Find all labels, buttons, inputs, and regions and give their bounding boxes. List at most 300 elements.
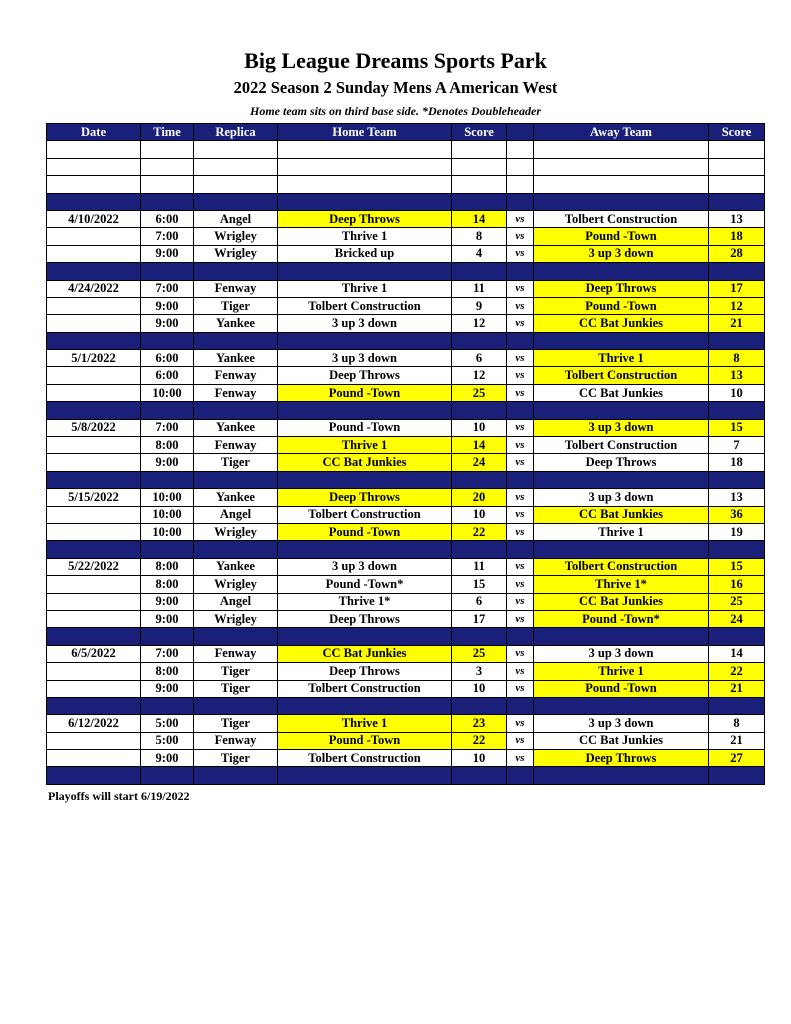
separator-cell <box>507 628 534 645</box>
separator-cell <box>452 193 507 210</box>
table-row <box>47 506 765 523</box>
home-team-cell: Tolbert Construction <box>278 680 452 697</box>
vs-cell: vs <box>507 210 534 227</box>
time-cell: 6:00 <box>141 367 194 384</box>
vs-cell: vs <box>507 506 534 523</box>
separator-cell <box>194 697 278 714</box>
away-score-cell: 18 <box>709 454 765 471</box>
vs-cell: vs <box>507 610 534 627</box>
date-cell <box>47 245 141 262</box>
home-score-cell: 11 <box>452 280 507 297</box>
time-cell: 7:00 <box>141 645 194 662</box>
home-team-cell: Deep Throws <box>278 663 452 680</box>
separator-cell <box>278 628 452 645</box>
away-team-cell: 3 up 3 down <box>534 715 709 732</box>
separator-cell <box>507 402 534 419</box>
field-cell: Angel <box>194 593 278 610</box>
home-team-cell: Deep Throws <box>278 489 452 506</box>
vs-cell: vs <box>507 384 534 401</box>
page-subtitle: 2022 Season 2 Sunday Mens A American West <box>233 78 558 97</box>
home-score-cell: 10 <box>452 680 507 697</box>
separator-cell <box>278 263 452 280</box>
table-row <box>47 645 765 662</box>
away-team-cell: 3 up 3 down <box>534 489 709 506</box>
page-title: Big League Dreams Sports Park <box>244 48 547 73</box>
home-score-cell: 10 <box>452 506 507 523</box>
away-team-cell: Thrive 1 <box>534 523 709 540</box>
vs-cell: vs <box>507 350 534 367</box>
table-row <box>47 680 765 697</box>
home-team-cell: Thrive 1 <box>278 437 452 454</box>
header-time: Time <box>141 124 194 141</box>
home-team-cell: 3 up 3 down <box>278 558 452 575</box>
blank-cell <box>141 158 194 175</box>
time-cell: 9:00 <box>141 750 194 767</box>
home-team-cell: CC Bat Junkies <box>278 454 452 471</box>
field-cell: Yankee <box>194 419 278 436</box>
blank-cell <box>194 176 278 193</box>
home-score-cell: 6 <box>452 593 507 610</box>
separator-cell <box>709 402 765 419</box>
schedule-note: Home team sits on third base side. *Denotes Doubleheader <box>250 104 541 118</box>
away-score-cell: 17 <box>709 280 765 297</box>
header-away-score: Score <box>709 124 765 141</box>
time-cell: 9:00 <box>141 680 194 697</box>
separator-cell <box>278 471 452 488</box>
away-score-cell: 8 <box>709 715 765 732</box>
home-team-cell: Tolbert Construction <box>278 750 452 767</box>
time-cell: 7:00 <box>141 419 194 436</box>
field-cell: Fenway <box>194 437 278 454</box>
home-team-cell: Bricked up <box>278 245 452 262</box>
blank-cell <box>194 158 278 175</box>
time-cell: 10:00 <box>141 384 194 401</box>
table-row <box>47 610 765 627</box>
separator-cell <box>194 402 278 419</box>
schedule-table <box>46 123 765 785</box>
separator-cell <box>47 263 141 280</box>
separator-cell <box>452 541 507 558</box>
vs-cell: vs <box>507 680 534 697</box>
separator-cell <box>194 767 278 784</box>
time-cell: 9:00 <box>141 610 194 627</box>
away-score-cell: 13 <box>709 489 765 506</box>
header-vs <box>507 124 534 141</box>
time-cell: 7:00 <box>141 228 194 245</box>
blank-cell <box>278 158 452 175</box>
separator-cell <box>534 402 709 419</box>
table-row <box>47 523 765 540</box>
separator-cell <box>709 332 765 349</box>
blank-cell <box>507 141 534 158</box>
table-row <box>47 297 765 314</box>
away-team-cell: 3 up 3 down <box>534 419 709 436</box>
header-date: Date <box>47 124 141 141</box>
home-score-cell: 3 <box>452 663 507 680</box>
separator-cell <box>709 263 765 280</box>
away-team-cell: CC Bat Junkies <box>534 506 709 523</box>
field-cell: Wrigley <box>194 245 278 262</box>
time-cell: 9:00 <box>141 315 194 332</box>
blank-cell <box>452 176 507 193</box>
away-team-cell: Tolbert Construction <box>534 367 709 384</box>
time-cell: 5:00 <box>141 715 194 732</box>
table-row <box>47 437 765 454</box>
vs-cell: vs <box>507 437 534 454</box>
blank-cell <box>141 141 194 158</box>
away-team-cell: Pound -Town <box>534 228 709 245</box>
date-cell: 5/15/2022 <box>47 489 141 506</box>
blank-cell <box>47 141 141 158</box>
separator-cell <box>709 767 765 784</box>
away-score-cell: 28 <box>709 245 765 262</box>
time-cell: 9:00 <box>141 454 194 471</box>
table-row <box>47 663 765 680</box>
date-cell <box>47 663 141 680</box>
table-row <box>47 593 765 610</box>
separator-cell <box>141 697 194 714</box>
home-score-cell: 12 <box>452 315 507 332</box>
date-cell: 5/22/2022 <box>47 558 141 575</box>
blank-cell <box>709 176 765 193</box>
vs-cell: vs <box>507 419 534 436</box>
field-cell: Tiger <box>194 750 278 767</box>
separator-cell <box>709 541 765 558</box>
vs-cell: vs <box>507 576 534 593</box>
vs-cell: vs <box>507 367 534 384</box>
table-row <box>47 419 765 436</box>
home-score-cell: 17 <box>452 610 507 627</box>
blank-cell <box>507 158 534 175</box>
separator-cell <box>709 193 765 210</box>
date-cell <box>47 576 141 593</box>
separator-cell <box>141 193 194 210</box>
blank-row <box>47 158 765 175</box>
separator-cell <box>452 402 507 419</box>
table-row <box>47 558 765 575</box>
separator-cell <box>534 628 709 645</box>
time-cell: 8:00 <box>141 437 194 454</box>
blank-row <box>47 176 765 193</box>
separator-cell <box>47 541 141 558</box>
date-cell <box>47 593 141 610</box>
separator-cell <box>507 541 534 558</box>
home-score-cell: 14 <box>452 210 507 227</box>
home-score-cell: 10 <box>452 419 507 436</box>
separator-cell <box>452 767 507 784</box>
home-score-cell: 15 <box>452 576 507 593</box>
blank-cell <box>141 176 194 193</box>
date-cell: 6/5/2022 <box>47 645 141 662</box>
date-cell <box>47 367 141 384</box>
field-cell: Tiger <box>194 715 278 732</box>
separator-cell <box>709 471 765 488</box>
home-team-cell: Thrive 1 <box>278 715 452 732</box>
away-team-cell: Thrive 1* <box>534 576 709 593</box>
separator-row <box>47 332 765 349</box>
away-score-cell: 24 <box>709 610 765 627</box>
time-cell: 5:00 <box>141 732 194 749</box>
field-cell: Wrigley <box>194 523 278 540</box>
table-row <box>47 489 765 506</box>
vs-cell: vs <box>507 245 534 262</box>
vs-cell: vs <box>507 663 534 680</box>
blank-cell <box>194 141 278 158</box>
separator-cell <box>141 402 194 419</box>
vs-cell: vs <box>507 558 534 575</box>
home-team-cell: Tolbert Construction <box>278 506 452 523</box>
header-replica: Replica <box>194 124 278 141</box>
blank-cell <box>507 176 534 193</box>
table-row <box>47 315 765 332</box>
home-team-cell: 3 up 3 down <box>278 315 452 332</box>
away-team-cell: Deep Throws <box>534 454 709 471</box>
away-team-cell: Deep Throws <box>534 280 709 297</box>
separator-cell <box>141 541 194 558</box>
separator-cell <box>194 628 278 645</box>
separator-row <box>47 697 765 714</box>
away-team-cell: 3 up 3 down <box>534 245 709 262</box>
separator-cell <box>534 332 709 349</box>
home-score-cell: 12 <box>452 367 507 384</box>
blank-cell <box>47 176 141 193</box>
date-cell <box>47 454 141 471</box>
separator-cell <box>47 193 141 210</box>
table-row <box>47 750 765 767</box>
separator-cell <box>507 471 534 488</box>
separator-cell <box>141 471 194 488</box>
time-cell: 8:00 <box>141 663 194 680</box>
separator-cell <box>47 697 141 714</box>
away-team-cell: Pound -Town* <box>534 610 709 627</box>
away-team-cell: Thrive 1 <box>534 663 709 680</box>
separator-cell <box>194 263 278 280</box>
separator-cell <box>278 767 452 784</box>
home-score-cell: 24 <box>452 454 507 471</box>
separator-cell <box>452 628 507 645</box>
separator-cell <box>278 402 452 419</box>
away-score-cell: 12 <box>709 297 765 314</box>
date-cell: 4/10/2022 <box>47 210 141 227</box>
table-header-row <box>47 124 765 141</box>
table-row <box>47 732 765 749</box>
separator-cell <box>47 332 141 349</box>
separator-cell <box>534 471 709 488</box>
field-cell: Yankee <box>194 315 278 332</box>
away-score-cell: 16 <box>709 576 765 593</box>
field-cell: Yankee <box>194 558 278 575</box>
home-score-cell: 14 <box>452 437 507 454</box>
separator-cell <box>278 697 452 714</box>
away-score-cell: 18 <box>709 228 765 245</box>
field-cell: Yankee <box>194 350 278 367</box>
date-cell <box>47 523 141 540</box>
schedule-body <box>47 141 765 784</box>
table-row <box>47 210 765 227</box>
blank-cell <box>47 158 141 175</box>
separator-row <box>47 541 765 558</box>
time-cell: 8:00 <box>141 576 194 593</box>
away-score-cell: 15 <box>709 558 765 575</box>
separator-cell <box>141 767 194 784</box>
table-row <box>47 280 765 297</box>
blank-cell <box>278 176 452 193</box>
table-row <box>47 454 765 471</box>
time-cell: 9:00 <box>141 593 194 610</box>
field-cell: Yankee <box>194 489 278 506</box>
blank-cell <box>534 141 709 158</box>
home-team-cell: Pound -Town <box>278 384 452 401</box>
table-row <box>47 576 765 593</box>
separator-cell <box>507 193 534 210</box>
separator-cell <box>194 541 278 558</box>
separator-cell <box>709 697 765 714</box>
separator-cell <box>452 332 507 349</box>
separator-row <box>47 402 765 419</box>
away-team-cell: Tolbert Construction <box>534 437 709 454</box>
separator-cell <box>452 697 507 714</box>
time-cell: 10:00 <box>141 506 194 523</box>
blank-row <box>47 141 765 158</box>
home-team-cell: Deep Throws <box>278 367 452 384</box>
time-cell: 6:00 <box>141 210 194 227</box>
field-cell: Wrigley <box>194 610 278 627</box>
separator-cell <box>534 697 709 714</box>
away-team-cell: Tolbert Construction <box>534 210 709 227</box>
home-team-cell: Pound -Town <box>278 732 452 749</box>
away-score-cell: 21 <box>709 315 765 332</box>
home-team-cell: Pound -Town* <box>278 576 452 593</box>
blank-cell <box>278 141 452 158</box>
field-cell: Angel <box>194 210 278 227</box>
vs-cell: vs <box>507 489 534 506</box>
date-cell <box>47 384 141 401</box>
field-cell: Fenway <box>194 280 278 297</box>
home-score-cell: 8 <box>452 228 507 245</box>
away-team-cell: CC Bat Junkies <box>534 315 709 332</box>
home-team-cell: Tolbert Construction <box>278 297 452 314</box>
date-cell <box>47 228 141 245</box>
away-score-cell: 8 <box>709 350 765 367</box>
home-score-cell: 10 <box>452 750 507 767</box>
date-cell: 4/24/2022 <box>47 280 141 297</box>
date-cell <box>47 610 141 627</box>
separator-row <box>47 767 765 784</box>
vs-cell: vs <box>507 750 534 767</box>
home-team-cell: Deep Throws <box>278 610 452 627</box>
separator-cell <box>452 263 507 280</box>
vs-cell: vs <box>507 297 534 314</box>
separator-cell <box>507 697 534 714</box>
home-score-cell: 25 <box>452 384 507 401</box>
separator-cell <box>47 767 141 784</box>
away-score-cell: 15 <box>709 419 765 436</box>
home-score-cell: 4 <box>452 245 507 262</box>
away-team-cell: CC Bat Junkies <box>534 593 709 610</box>
table-row <box>47 715 765 732</box>
away-team-cell: Deep Throws <box>534 750 709 767</box>
date-cell <box>47 297 141 314</box>
vs-cell: vs <box>507 454 534 471</box>
header-home-score: Score <box>452 124 507 141</box>
separator-cell <box>141 628 194 645</box>
time-cell: 7:00 <box>141 280 194 297</box>
table-row <box>47 228 765 245</box>
away-team-cell: 3 up 3 down <box>534 645 709 662</box>
vs-cell: vs <box>507 715 534 732</box>
separator-cell <box>507 332 534 349</box>
home-team-cell: Pound -Town <box>278 419 452 436</box>
home-score-cell: 22 <box>452 732 507 749</box>
date-cell <box>47 680 141 697</box>
date-cell: 5/8/2022 <box>47 419 141 436</box>
date-cell <box>47 506 141 523</box>
header-home-team: Home Team <box>278 124 452 141</box>
field-cell: Fenway <box>194 367 278 384</box>
table-row <box>47 367 765 384</box>
field-cell: Fenway <box>194 384 278 401</box>
time-cell: 9:00 <box>141 297 194 314</box>
separator-cell <box>47 402 141 419</box>
home-team-cell: Thrive 1 <box>278 228 452 245</box>
home-team-cell: Pound -Town <box>278 523 452 540</box>
playoffs-note: Playoffs will start 6/19/2022 <box>48 789 190 803</box>
home-score-cell: 22 <box>452 523 507 540</box>
home-score-cell: 25 <box>452 645 507 662</box>
header-away-team: Away Team <box>534 124 709 141</box>
separator-cell <box>534 263 709 280</box>
away-score-cell: 14 <box>709 645 765 662</box>
home-team-cell: Deep Throws <box>278 210 452 227</box>
field-cell: Wrigley <box>194 576 278 593</box>
away-score-cell: 27 <box>709 750 765 767</box>
home-score-cell: 6 <box>452 350 507 367</box>
vs-cell: vs <box>507 645 534 662</box>
away-score-cell: 7 <box>709 437 765 454</box>
time-cell: 10:00 <box>141 523 194 540</box>
home-team-cell: Thrive 1 <box>278 280 452 297</box>
separator-row <box>47 628 765 645</box>
date-cell <box>47 750 141 767</box>
time-cell: 6:00 <box>141 350 194 367</box>
blank-cell <box>452 158 507 175</box>
away-score-cell: 13 <box>709 210 765 227</box>
time-cell: 10:00 <box>141 489 194 506</box>
field-cell: Wrigley <box>194 228 278 245</box>
date-cell: 6/12/2022 <box>47 715 141 732</box>
separator-cell <box>194 193 278 210</box>
blank-cell <box>452 141 507 158</box>
separator-cell <box>507 263 534 280</box>
vs-cell: vs <box>507 523 534 540</box>
separator-cell <box>452 471 507 488</box>
away-team-cell: CC Bat Junkies <box>534 732 709 749</box>
date-cell <box>47 437 141 454</box>
table-row <box>47 245 765 262</box>
field-cell: Tiger <box>194 663 278 680</box>
separator-cell <box>278 332 452 349</box>
separator-cell <box>141 263 194 280</box>
table-row <box>47 350 765 367</box>
field-cell: Tiger <box>194 454 278 471</box>
table-row <box>47 384 765 401</box>
separator-cell <box>709 628 765 645</box>
separator-row <box>47 471 765 488</box>
blank-cell <box>709 141 765 158</box>
home-team-cell: CC Bat Junkies <box>278 645 452 662</box>
date-cell <box>47 732 141 749</box>
away-score-cell: 19 <box>709 523 765 540</box>
